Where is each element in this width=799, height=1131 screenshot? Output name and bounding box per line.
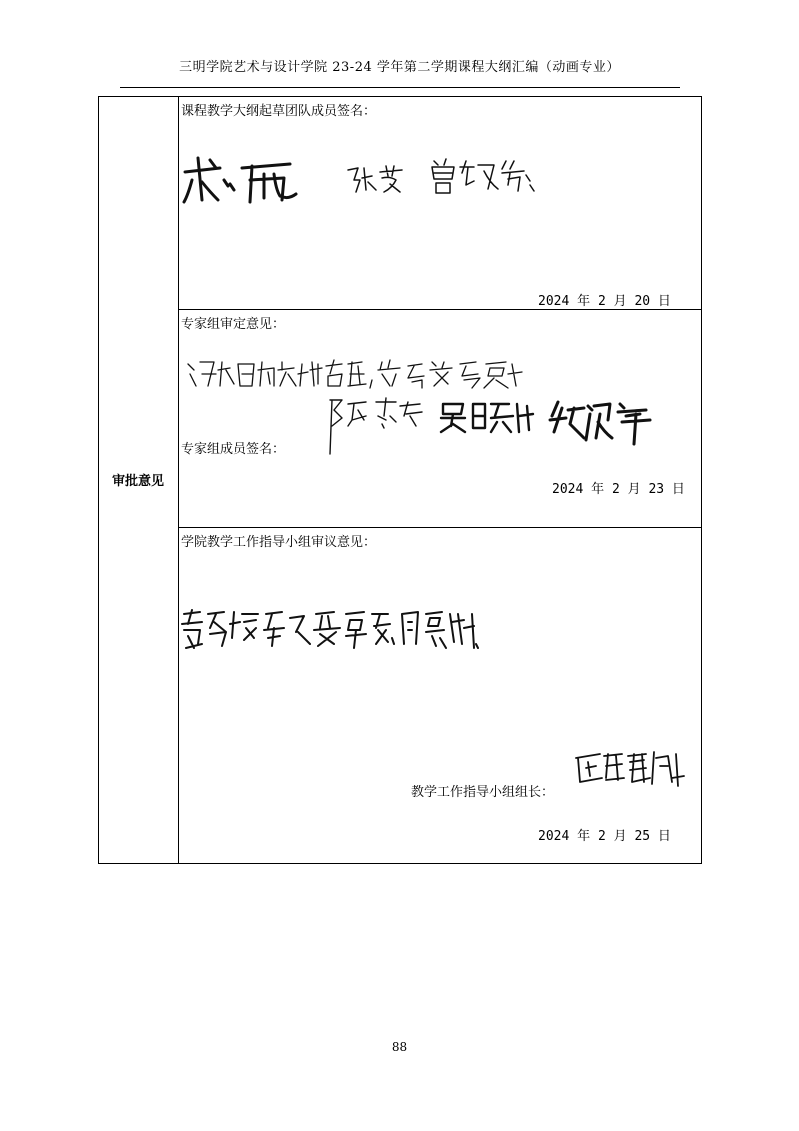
approval-opinion-label: 审批意见 [111, 474, 164, 489]
document-header: 三明学院艺术与设计学院 23-24 学年第二学期课程大纲汇编（动画专业） [179, 60, 620, 75]
leader-label: 教学工作指导小组组长： [411, 785, 555, 800]
drafting-signature-2 [346, 162, 406, 196]
table-column-divider [178, 96, 179, 864]
expert-members-label: 专家组成员签名： [181, 442, 286, 457]
expert-signature-1 [326, 396, 426, 458]
leader-signature [572, 748, 692, 792]
drafting-signature-1 [180, 150, 300, 210]
expert-signature-3 [548, 398, 660, 446]
college-opinion-handwriting [180, 608, 480, 654]
expert-opinion-label: 专家组审定意见： [181, 317, 286, 332]
college-opinion-label: 学院教学工作指导小组审议意见： [181, 535, 377, 550]
drafting-signature-3 [430, 155, 540, 195]
header-divider [120, 87, 680, 88]
drafting-team-label: 课程教学大纲起草团队成员签名： [181, 104, 377, 119]
table-row-divider [178, 309, 702, 310]
college-date: 2024 年 2 月 25 日 [538, 829, 671, 844]
expert-signature-2 [437, 400, 537, 436]
table-row-divider [178, 527, 702, 528]
drafting-date: 2024 年 2 月 20 日 [538, 294, 671, 309]
page-number: 88 [391, 1040, 408, 1054]
expert-opinion-handwriting [186, 356, 526, 392]
expert-date: 2024 年 2 月 23 日 [552, 482, 685, 497]
